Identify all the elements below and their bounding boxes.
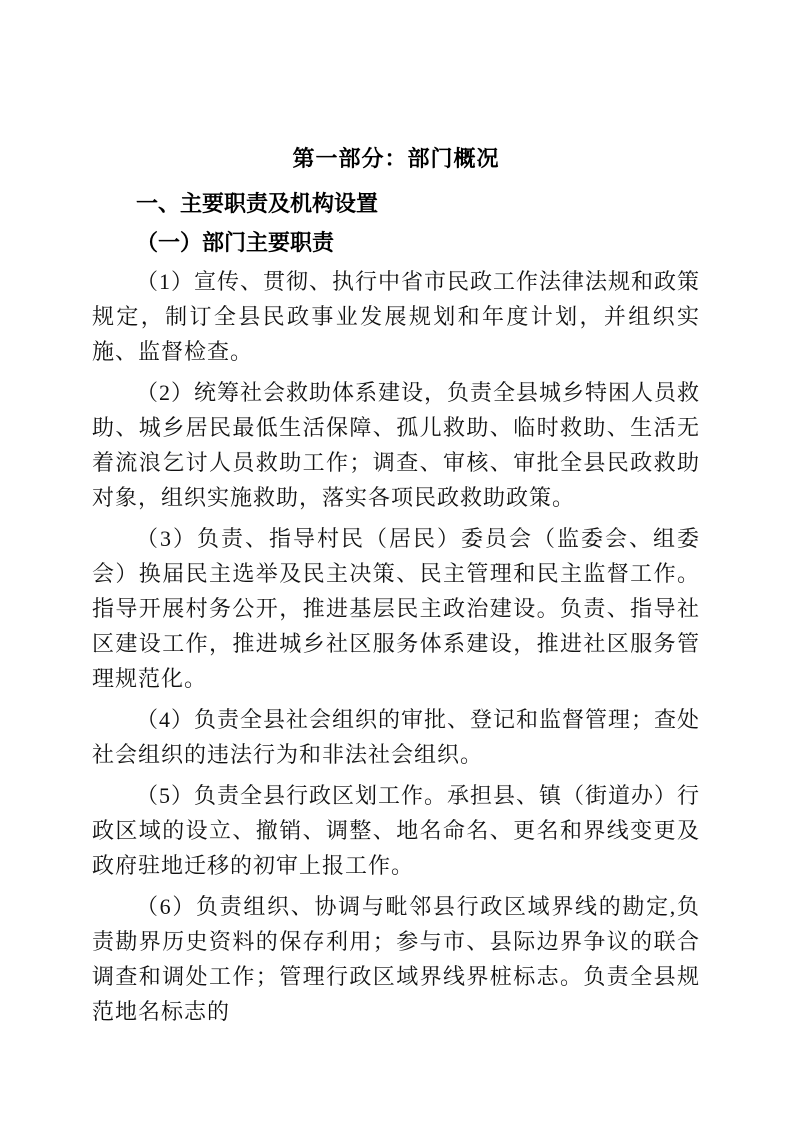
section-heading: 一、主要职责及机构设置 [136,191,379,216]
paragraph-duty-5: （5）负责全县行政区划工作。承担县、镇（街道办）行政区域的设立、撤销、调整、地名命名、更名和界线变更及政府驻地迁移的初审上报工作。 [92,783,701,878]
paragraph-duty-2: （2）统筹社会救助体系建设，负责全县城乡特困人员救助、城乡居民最低生活保障、孤儿救助、临时救助、生活无着流浪乞讨人员救助工作；调查、审核、审批全县民政救助对象，组织实施救助，落实各项民政救助政策。 [92,380,701,510]
paragraph-duty-6: （6）负责组织、协调与毗邻县行政区域界线的勘定,负责勘界历史资料的保存利用；参与市、县际边界争议的联合调查和调处工作；管理行政区域界线界桩标志。负责全县规范地名标志的 [92,894,700,1024]
paragraph-duty-1: （1）宣传、贯彻、执行中省市民政工作法律法规和政策规定，制订全县民政事业发展规划和年度计划，并组织实施、监督检查。 [92,269,701,364]
subsection-heading: （一）部门主要职责 [136,230,335,255]
document-content [92,145,700,1035]
page-title: 第一部分：部门概况 [292,146,500,171]
paragraph-duty-4: （4）负责全县社会组织的审批、登记和监督管理；查处社会组织的违法行为和非法社会组织。 [92,707,701,767]
paragraph-duty-3: （3）负责、指导村民（居民）委员会（监委会、组委会）换届民主选举及民主决策、民主管理和民主监督工作。指导开展村务公开，推进基层民主政治建设。负责、指导社区建设工作，推进城乡社区服务体系建设，推进社区服务管理规范化。 [92,526,700,691]
